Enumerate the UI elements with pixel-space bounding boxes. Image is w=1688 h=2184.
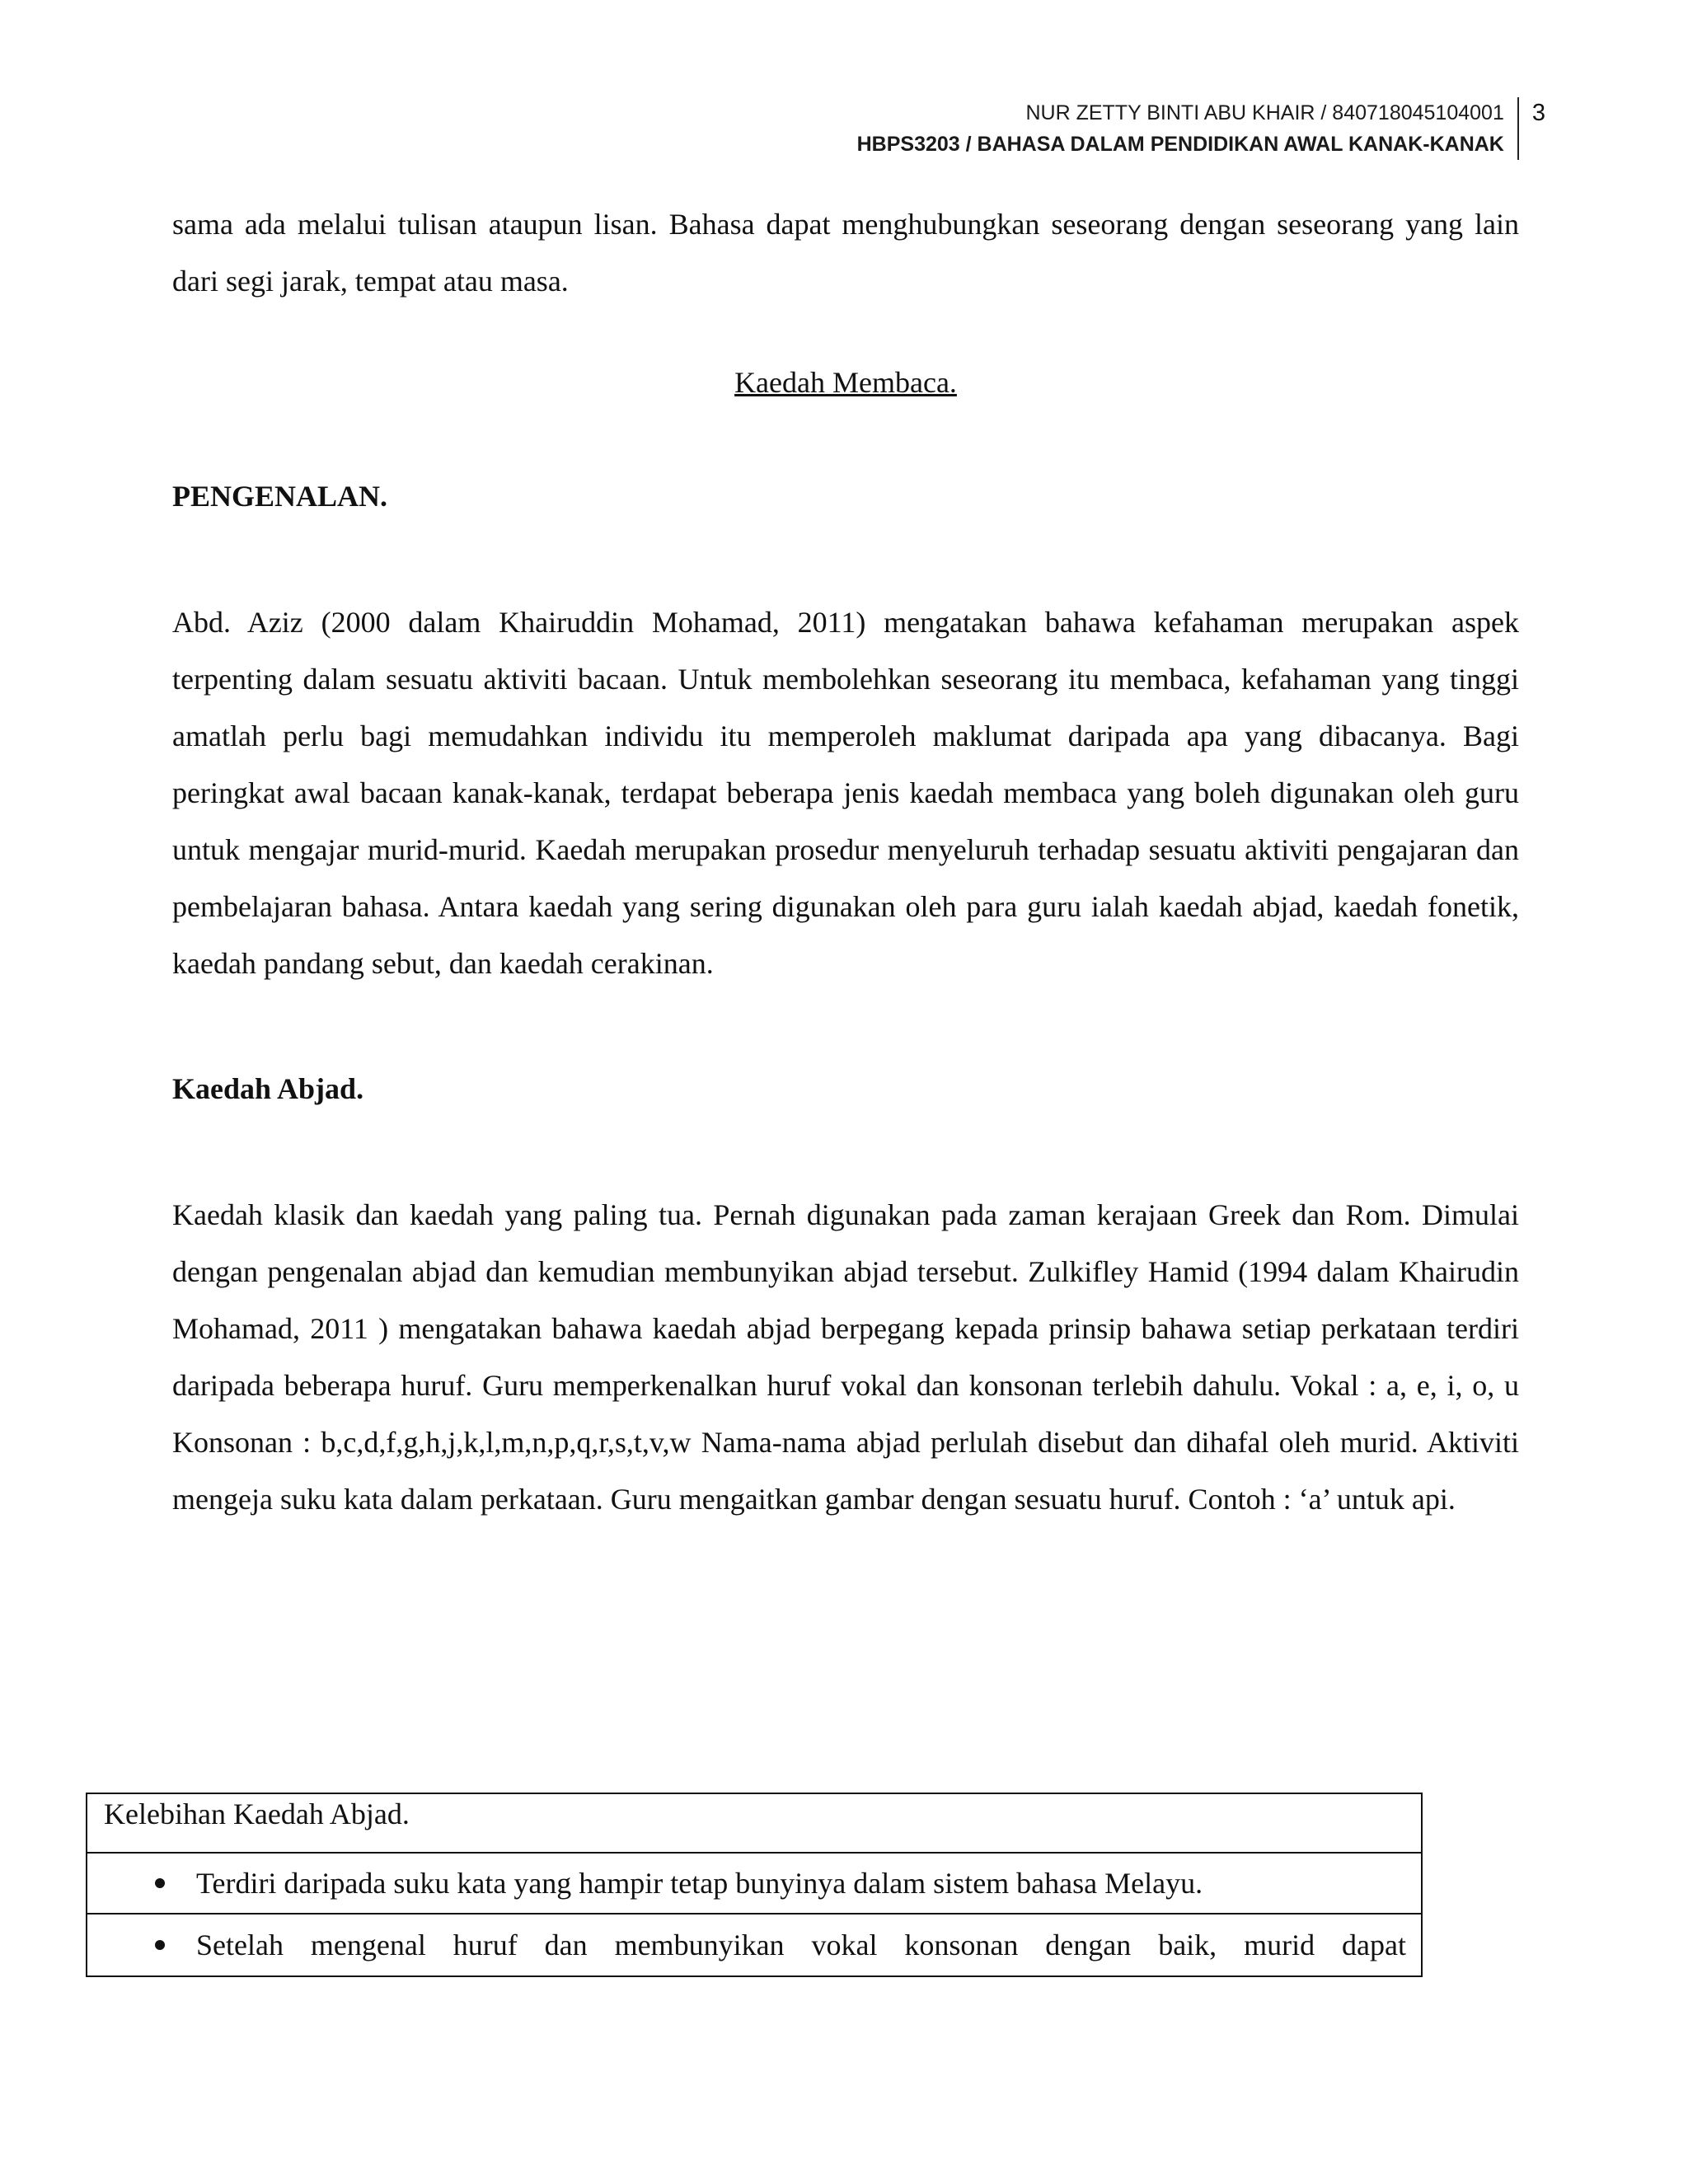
document-body bbox=[172, 196, 1519, 1528]
bullet-icon bbox=[155, 1940, 165, 1950]
table-header: Kelebihan Kaedah Abjad. bbox=[87, 1794, 1421, 1854]
paragraph-pengenalan: Abd. Aziz (2000 dalam Khairuddin Mohamad, 2011) mengatakan bahawa kefahaman merupakan aspek terpenting dalam sesuatu aktiviti bacaan. Untuk membolehkan seseorang itu membaca, kefahaman yang tinggi amatlah perlu bagi memudahkan individu itu memperoleh maklumat daripada apa yang dibacanya. Bagi peringkat awal bacaan kanak-kanak, terdapat beberapa jenis kaedah membaca yang boleh digunakan oleh guru untuk mengajar murid-murid. Kaedah merupakan prosedur menyeluruh terhadap sesuatu aktiviti pengajaran dan pembelajaran bahasa. Antara kaedah yang sering digunakan oleh para guru ialah kaedah abjad, kaedah fonetik, kaedah pandang sebut, dan kaedah cerakinan. bbox=[172, 606, 1519, 980]
table-row bbox=[87, 1854, 1421, 1915]
header-course-line: HBPS3203 / BAHASA DALAM PENDIDIKAN AWAL KANAK-KANAK bbox=[856, 133, 1504, 156]
section-title: Kaedah Membaca. bbox=[734, 366, 957, 399]
table-row-text: Setelah mengenal huruf dan membunyikan vokal konsonan dengan baik, murid dapat bbox=[196, 1929, 1406, 1961]
header-text bbox=[857, 97, 1519, 160]
paragraph-kaedah-abjad: Kaedah klasik dan kaedah yang paling tua. Pernah digunakan pada zaman kerajaan Greek dan Rom. Dimulai dengan pengenalan abjad dan kemudian membunyikan abjad tersebut. Zulkifley Hamid (1994 dalam Khairudin Mohamad, 2011 ) mengatakan bahawa kaedah abjad berpegang kepada prinsip bahawa setiap perkataan terdiri daripada beberapa huruf. Guru memperkenalkan huruf vokal dan konsonan terlebih dahulu. Vokal : a, e, i, o, u Konsonan : b,c,d,f,g,h,j,k,l,m,n,p,q,r,s,t,v,w Nama-nama abjad perlulah disebut dan dihafal oleh murid. Aktiviti mengeja suku kata dalam perkataan. Guru mengaitkan gambar dengan sesuatu huruf. Contoh : ‘a’ untuk api. bbox=[172, 1198, 1519, 1516]
page-header bbox=[857, 97, 1545, 160]
table-row-text: Terdiri daripada suku kata yang hampir tetap bunyinya dalam sistem bahasa Melayu. bbox=[196, 1867, 1203, 1900]
page-number: 3 bbox=[1531, 100, 1545, 126]
bullet-icon bbox=[155, 1878, 165, 1888]
heading-pengenalan: PENGENALAN. bbox=[172, 480, 388, 513]
intro-paragraph: sama ada melalui tulisan ataupun lisan. Bahasa dapat menghubungkan seseorang dengan seseorang yang lain dari segi jarak, tempat atau masa. bbox=[172, 208, 1519, 298]
header-author-line: NUR ZETTY BINTI ABU KHAIR / 840718045104001 bbox=[1025, 101, 1504, 124]
advantages-table bbox=[86, 1793, 1423, 1977]
heading-kaedah-abjad: Kaedah Abjad. bbox=[172, 1072, 364, 1105]
table-row bbox=[87, 1915, 1421, 1975]
